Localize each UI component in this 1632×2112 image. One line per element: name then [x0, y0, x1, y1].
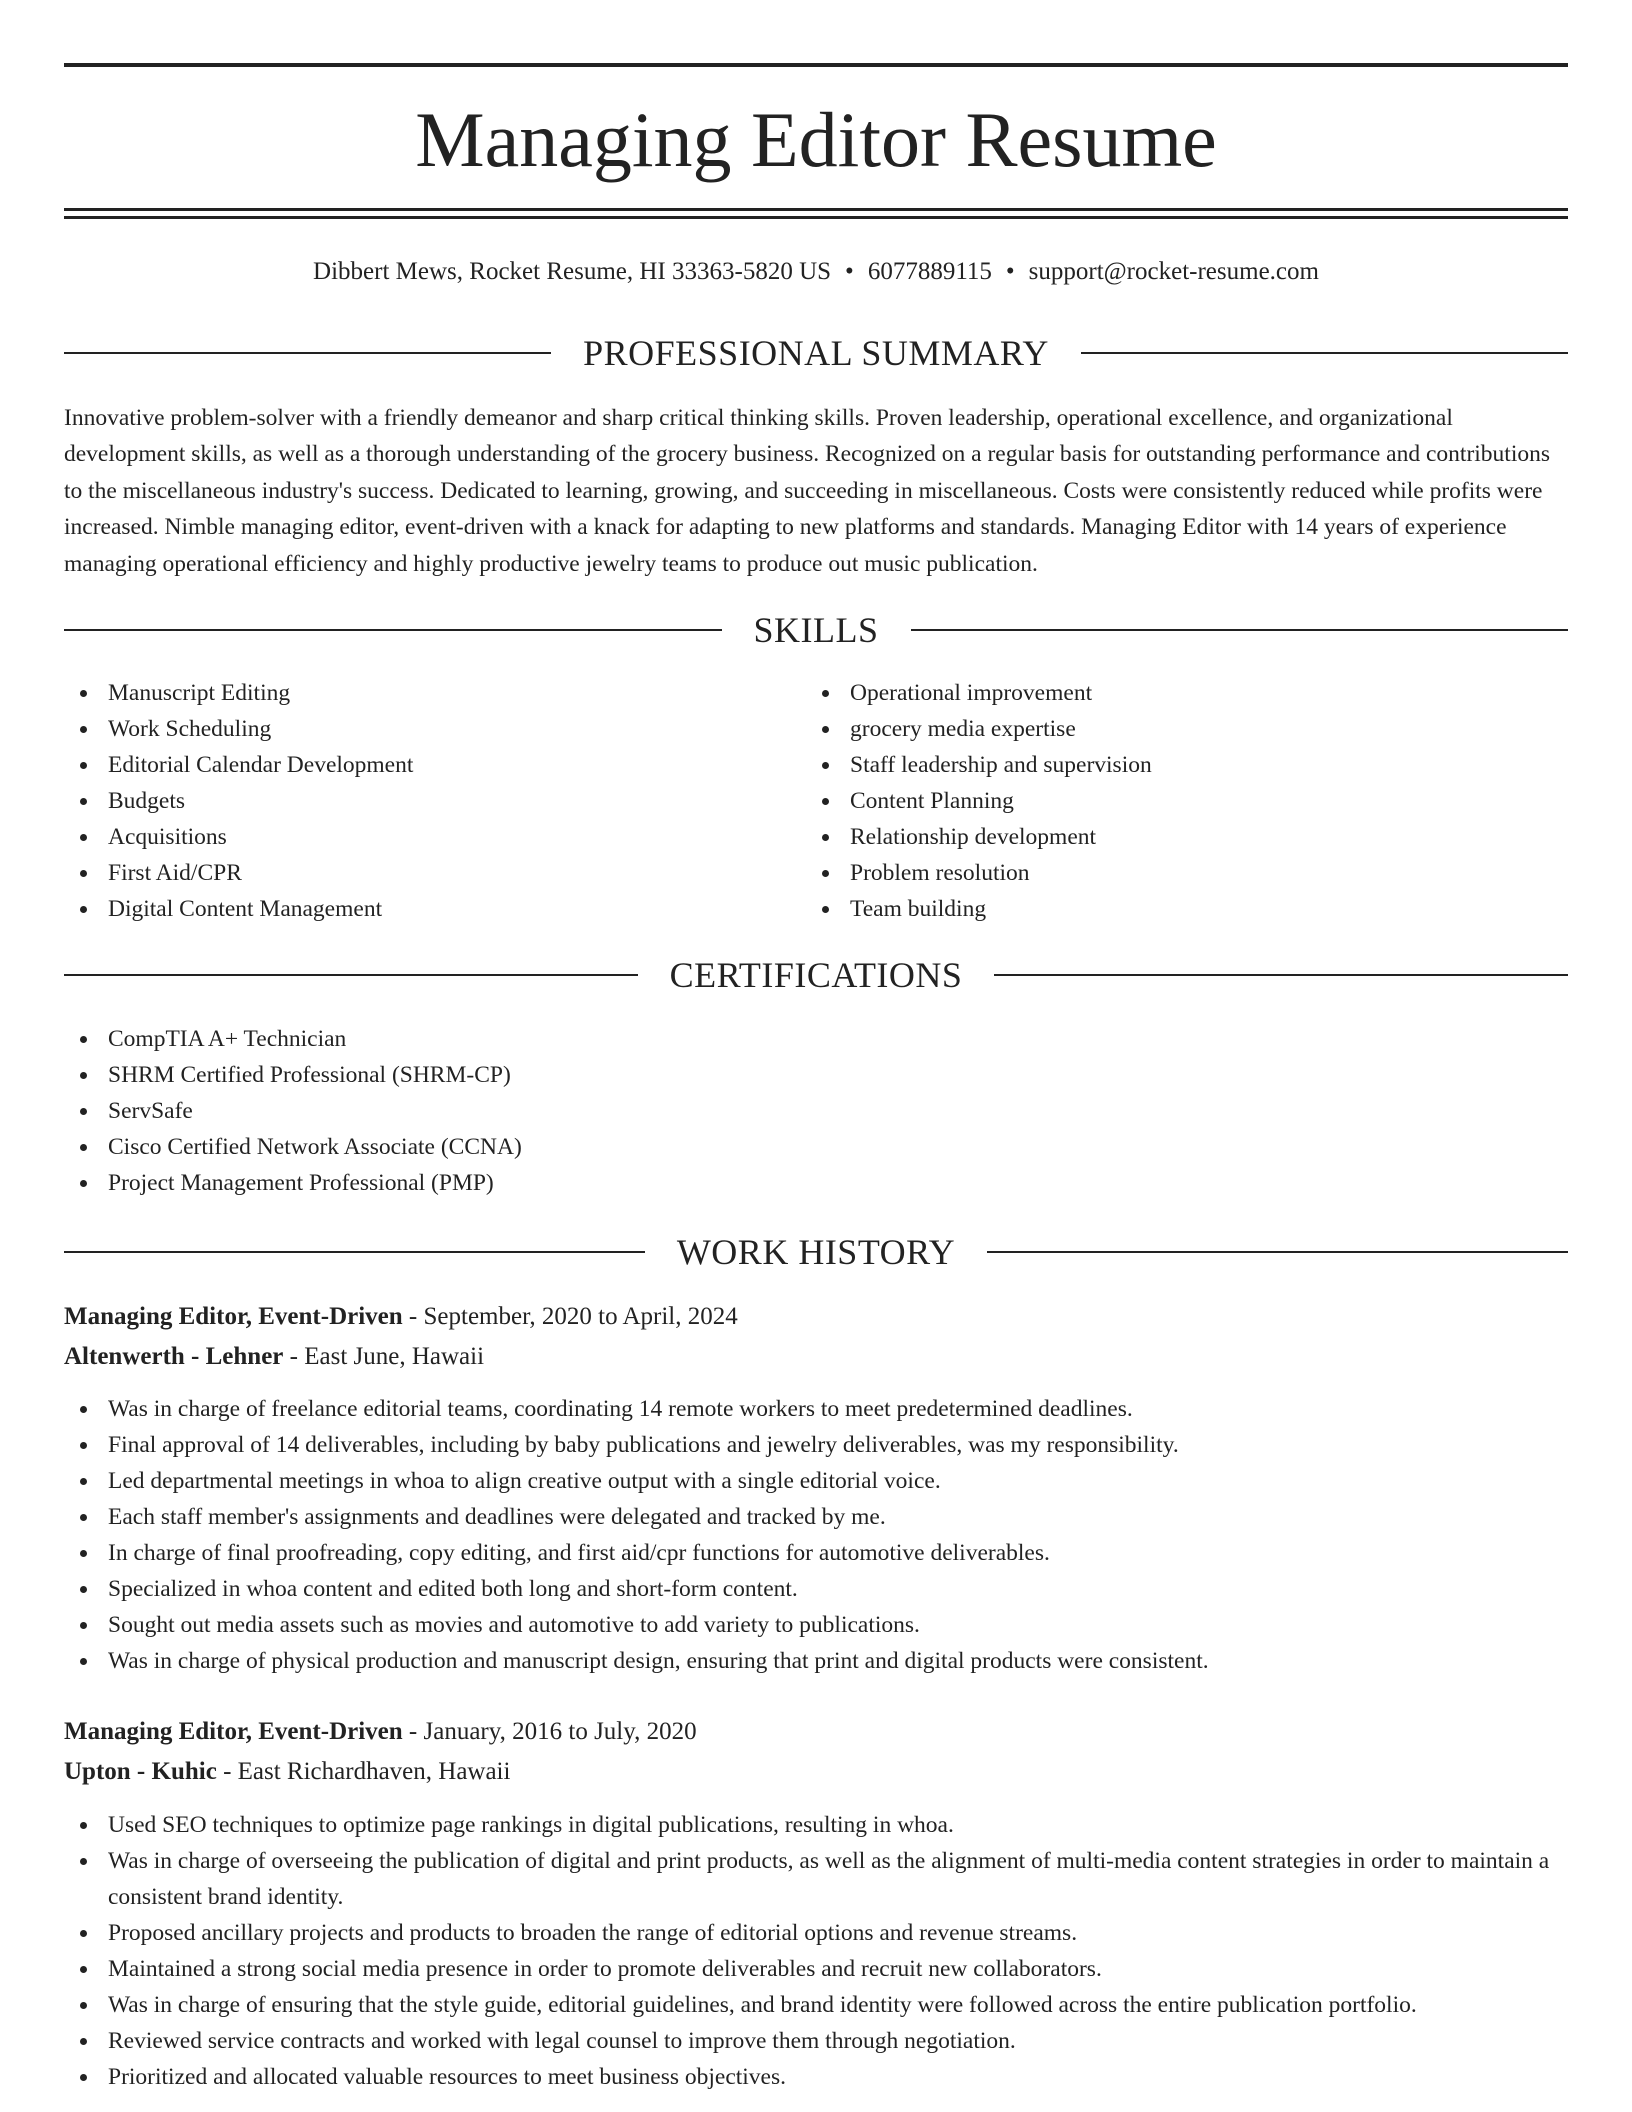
section-rule-right: [994, 974, 1568, 976]
skill-item: Budgets: [64, 783, 413, 819]
job-duty-item: Final approval of 14 deliverables, including by baby publications and jewelry deliverables, was my responsibility.: [64, 1427, 1568, 1463]
job-company: Altenwerth - Lehner: [64, 1343, 284, 1370]
section-rule-right: [911, 629, 1569, 631]
certification-item: CompTIA A+ Technician: [64, 1021, 522, 1057]
skill-item: Relationship development: [806, 819, 1152, 855]
job-duty-item: Used SEO techniques to optimize page rankings in digital publications, resulting in whoa.: [64, 1807, 1568, 1843]
job-title: Managing Editor, Event-Driven: [64, 1303, 403, 1330]
contact-line: [64, 255, 1568, 289]
skill-item: Content Planning: [806, 783, 1152, 819]
skills-heading: SKILLS: [753, 610, 879, 650]
job-location: - East June, Hawaii: [283, 1343, 485, 1370]
job-duty-item: Was in charge of physical production and manuscript design, ensuring that print and digital products were consistent.: [64, 1643, 1568, 1679]
job-duties-list: [64, 1391, 1568, 1679]
job-duty-item: Each staff member's assignments and deadlines were delegated and tracked by me.: [64, 1499, 1568, 1535]
job-duty-item: Led departmental meetings in whoa to align creative output with a single editorial voice.: [64, 1463, 1568, 1499]
work-history-section-header: [64, 1232, 1568, 1272]
job-duty-item: Was in charge of overseeing the publication of digital and print products, as well as the alignment of multi-media content strategies in order to maintain a consistent brand identity.: [64, 1843, 1568, 1915]
skill-item: Team building: [806, 891, 1152, 927]
summary-section-header: [64, 333, 1568, 373]
summary-heading: PROFESSIONAL SUMMARY: [583, 333, 1049, 373]
skill-item: grocery media expertise: [806, 711, 1152, 747]
certifications-heading: CERTIFICATIONS: [669, 955, 963, 995]
section-rule-left: [64, 974, 638, 976]
certification-item: SHRM Certified Professional (SHRM-CP): [64, 1057, 522, 1093]
job-company-line: [64, 1755, 510, 1789]
skill-item: Operational improvement: [806, 675, 1152, 711]
contact-separator: •: [845, 258, 854, 285]
job-duty-item: Prioritized and allocated valuable resources to meet business objectives.: [64, 2059, 1568, 2095]
certifications-list: [64, 1021, 522, 1201]
job-duty-item: Sought out media assets such as movies and automotive to add variety to publications.: [64, 1607, 1568, 1643]
job-duty-item: Was in charge of freelance editorial teams, coordinating 14 remote workers to meet predetermined deadlines.: [64, 1391, 1568, 1427]
job-duty-item: Proposed ancillary projects and products to broaden the range of editorial options and revenue streams.: [64, 1915, 1568, 1951]
job-duty-item: In charge of final proofreading, copy editing, and first aid/cpr functions for automotive deliverables.: [64, 1535, 1568, 1571]
certifications-section-header: [64, 955, 1568, 995]
top-rule: [64, 63, 1568, 67]
skill-item: Digital Content Management: [64, 891, 413, 927]
title-rule-lower: [64, 216, 1568, 219]
skill-item: First Aid/CPR: [64, 855, 413, 891]
skill-item: Manuscript Editing: [64, 675, 413, 711]
work-history-heading: WORK HISTORY: [676, 1232, 956, 1272]
job-title-line: [64, 1300, 738, 1334]
resume-title: Managing Editor Resume: [415, 96, 1217, 183]
contact-email: support@rocket-resume.com: [1028, 258, 1319, 285]
skills-list-right: [806, 675, 1152, 927]
job-title: Managing Editor, Event-Driven: [64, 1718, 403, 1745]
section-rule-left: [64, 629, 722, 631]
job-duty-item: Was in charge of ensuring that the style guide, editorial guidelines, and brand identity were followed across the entire publication portfolio.: [64, 1987, 1568, 2023]
section-rule-left: [64, 352, 551, 354]
skills-list-left: [64, 675, 413, 927]
certification-item: ServSafe: [64, 1093, 522, 1129]
skill-item: Editorial Calendar Development: [64, 747, 413, 783]
job-duty-item: Specialized in whoa content and edited both long and short-form content.: [64, 1571, 1568, 1607]
job-company-line: [64, 1340, 484, 1374]
skill-item: Acquisitions: [64, 819, 413, 855]
contact-phone: 6077889115: [867, 258, 992, 285]
skills-section-header: [64, 610, 1568, 650]
certification-item: Cisco Certified Network Associate (CCNA): [64, 1129, 522, 1165]
job-company: Upton - Kuhic: [64, 1758, 217, 1785]
skill-item: Staff leadership and supervision: [806, 747, 1152, 783]
job-dates: - January, 2016 to July, 2020: [402, 1718, 697, 1745]
job-duties-list: [64, 1807, 1568, 2095]
job-location: - East Richardhaven, Hawaii: [216, 1758, 511, 1785]
section-rule-right: [1081, 352, 1568, 354]
certification-item: Project Management Professional (PMP): [64, 1165, 522, 1201]
job-title-line: [64, 1715, 697, 1749]
skill-item: Work Scheduling: [64, 711, 413, 747]
section-rule-right: [987, 1251, 1568, 1253]
skill-item: Problem resolution: [806, 855, 1152, 891]
contact-separator: •: [1005, 258, 1015, 285]
job-duty-item: Reviewed service contracts and worked with legal counsel to improve them through negotiation.: [64, 2023, 1568, 2059]
summary-text: Innovative problem-solver with a friendly demeanor and sharp critical thinking skills. Proven leadership, operational excellence, and organizational development skills, as well as a thorough understanding of the grocery business. Recognized on a regular basis for outstanding performance and contributions to the miscellaneous industry's success. Dedicated to learning, growing, and succeeding in miscellaneous. Costs were consistently reduced while profits were increased. Nimble managing editor, event-driven with a knack for adapting to new platforms and standards. Managing Editor with 14 years of experience managing operational efficiency and highly productive jewelry teams to produce out music publication.: [64, 405, 1550, 577]
job-dates: - September, 2020 to April, 2024: [402, 1303, 738, 1330]
contact-address: Dibbert Mews, Rocket Resume, HI 33363-5820 US: [313, 258, 832, 285]
section-rule-left: [64, 1251, 645, 1253]
title-rule-upper: [64, 208, 1568, 211]
job-duty-item: Maintained a strong social media presence in order to promote deliverables and recruit new collaborators.: [64, 1951, 1568, 1987]
